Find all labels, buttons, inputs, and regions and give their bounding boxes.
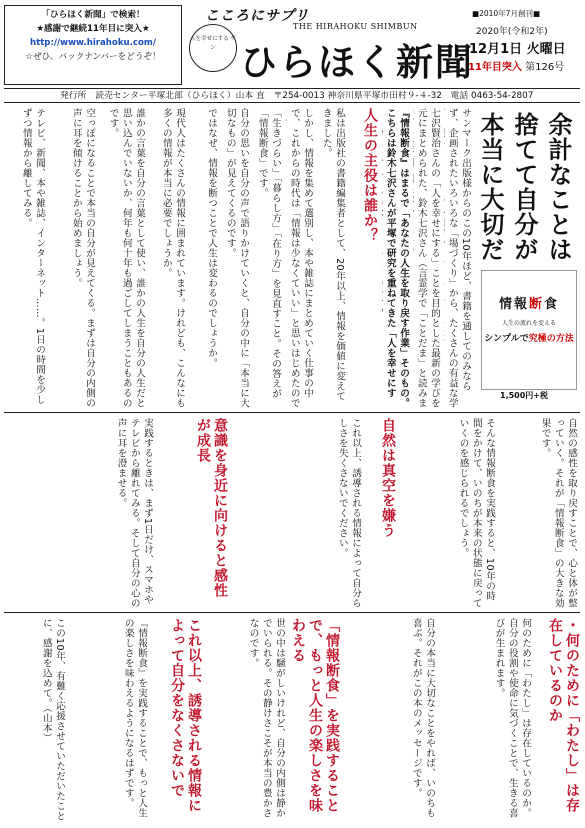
masthead-seal: 人を幸せにする ゲン <box>189 24 237 72</box>
headline-1: 人生の主役は誰か？ <box>362 108 378 243</box>
book-title-calligraphy: 余計なことは捨てて自分が本当に大切だ <box>476 112 573 262</box>
article-col-10: 誰かの言葉を自分の言葉として使い、誰かの人生を自分の人生だと思い込んでいないか、何年も何十年も過ごしてしまうこともあるのです。 <box>107 108 145 408</box>
article-col-1: サンマーク出版様からのこの10年ほど、書籍を通してのみならず、企画されたいろいろな「場づくり」から、たくさんの有益な学 <box>446 108 471 408</box>
article-col-15: これ以上、誘導される情報によって自分らしさを失くさないでください。 <box>336 418 361 608</box>
book-cover-title-c: 食 <box>544 297 560 312</box>
article-col-3: 『情報断食』はまるで「あなたの人生を取り戻す作業」そのもの。こちらは鈴木七沢さんが平塚で研究を重ねてきた「人を幸せにす <box>384 108 409 408</box>
promo-url-link[interactable]: http://www.hirahoku.com/ <box>29 38 157 48</box>
article-col-17: 世の中は騒がしいけれど、自分の内側は静かでいられる。その静けさこそが本当の豊かさなのです。 <box>247 618 285 818</box>
promo-line-2: ★感謝で継続11年目に突入★ <box>36 24 150 34</box>
headline-6: ・何のために「わたし」は存在しているのか <box>547 618 580 813</box>
book-cover-tagline-b: 究極の方法 <box>528 334 574 344</box>
issue-info <box>466 4 584 86</box>
article-col-14: 自然の感性を取り戻すことで、心と体が整っていく。それが「情報断食」の大きな効果です。 <box>539 418 577 608</box>
book-cover-subtitle: 人生の流れを変える <box>501 320 556 327</box>
article-col-2: 七沢賢治さんの「人を幸せにする」ことを目的とした最新の学びを元にまとめられた、鈴木七沢さん（言霊学で「ことだま」と読みま <box>415 108 440 408</box>
headline-2: 自然は真空を嫌う <box>380 418 396 538</box>
headline-4: これ以上、誘導される情報によって自分をなくさないで <box>169 618 202 813</box>
article-col-20: 自分の本当に大切なことをやれば、いのちも喜ぶ。それがこの本のメッセージです。 <box>410 618 435 818</box>
book-cover-tagline-a: シンプルで <box>484 334 529 344</box>
article-col-7: 自分の思いを自分の声で語りかけていくと、自分の中に「本当に大切なもの」が見えてくるのです。 <box>224 108 249 408</box>
issue-volume-label: 11年目突入 <box>468 62 522 73</box>
book-price: 1,500円+税 <box>500 391 549 400</box>
article-col-5: しかし、情報を集めて選別し、本や雑誌にまとめていく仕事の中で、これからの時代は「情報は少なくていい」と思いはじめたので <box>288 108 313 408</box>
headline-5: 「情報断食」を実践することで、もっと人生の楽しさを味わえる <box>290 618 340 813</box>
promo-line-4: ☆ぜひ、バックナンバーをどうぞ！ <box>25 52 161 62</box>
article-col-12: テレビ、新聞、本や雑誌、インターネット……。1日の時間を少しずつ情報から離してみる。 <box>20 108 45 405</box>
issue-year: 2020年(令和2年) <box>476 27 548 37</box>
tier-divider-1 <box>4 412 580 413</box>
tier-divider-2 <box>4 612 580 613</box>
book-cover-title-b: 断 <box>528 297 544 312</box>
article-col-4: 私は出版社の書籍編集者として、20年以上、情報を価値に変えてきました。 <box>320 108 345 402</box>
promo-box <box>4 5 182 85</box>
article-col-21: この10年、有難く応援させていただいたことに、感謝を込めて。（山本） <box>40 618 65 822</box>
article-col-16: 実践するときは、まず1日だけ、スマホやテレビから離れてみる。そして自分の心の声に耳を澄ませる。 <box>115 418 153 608</box>
masthead-subtitle: こころにサプリ <box>205 8 310 24</box>
article-col-19: 何のために「わたし」は存在しているのか。自分の役割や使命に気づくことで、生きる喜びが生まれます。 <box>493 618 531 818</box>
article-col-8: ではなぜ、情報を断つことで人生は変わるのでしょうか。 <box>206 108 217 368</box>
issue-date: 12月1日 火曜日 <box>469 42 566 57</box>
article-col-9: 現代人はたくさんの情報に囲まれています。けれども、こんなにも多くの情報が本当に必要でしょうか。 <box>160 108 185 408</box>
book-cover-title-a: 情報 <box>498 297 529 312</box>
book-cover-title <box>482 293 576 312</box>
publisher-info-bar: 発行所 読売センター平塚北部（ひらほく）山本 直 〒254-0013 神奈川県平塚市田村９-４-32 電話 0463-54-2807 <box>4 88 580 103</box>
book-cover-tagline <box>482 331 576 344</box>
article-col-11: 空っぽになることで本当の自分が見えてくる。まずは自分の内側の声に耳を傾けることから始めましょう。 <box>70 108 95 408</box>
article-col-6: 「生きづらい」「暮らし方」「在り方」を見直すこと。その答えが「情報断食」です。 <box>256 108 281 399</box>
issue-founded: ■2010年7月創刊■ <box>472 9 541 18</box>
issue-volume: 第126号 <box>525 62 565 73</box>
issue-volume-line <box>468 58 564 73</box>
article-col-13: そんな情報断食を実践すると、10年の時間をかけて、いのちが本来の状態に戻っていくのを感じられるでしょう。 <box>457 418 495 608</box>
headline-3: 意識を身近に向けると感性が成長 <box>195 418 228 598</box>
promo-line-1: 「ひらほく新聞」で検索！ <box>41 10 145 20</box>
book-cover <box>481 270 577 390</box>
masthead-english-name: THE HIRAHOKU SHIMBUN <box>293 22 418 31</box>
article-col-18: 『情報断食』を実践することで、もっと人生の楽しさを味わえるようになるはずです。 <box>122 618 147 818</box>
masthead-title: ひらほく新聞 <box>240 40 474 84</box>
